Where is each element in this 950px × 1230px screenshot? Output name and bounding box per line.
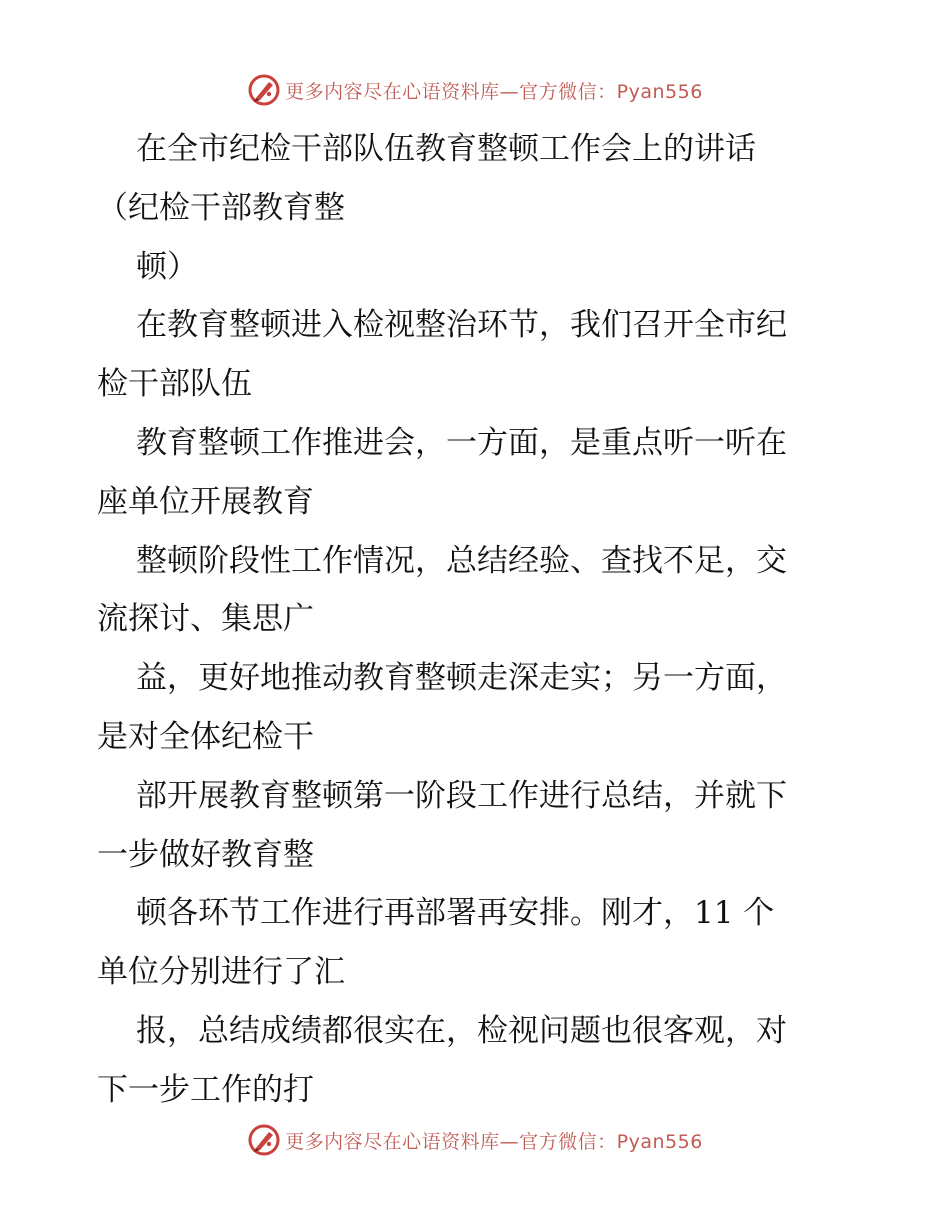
header-banner	[0, 70, 950, 110]
document-line: 益，更好地推动教育整顿走深走实；另一方面，	[136, 660, 787, 697]
document-body	[97, 120, 867, 1120]
document-line: 是对全体纪检干	[97, 718, 314, 755]
document-line: 在教育整顿进入检视整治环节，我们召开全市纪	[136, 307, 787, 344]
document-line: 单位分别进行了汇	[97, 954, 345, 991]
document-line: 部开展教育整顿第一阶段工作进行总结，并就下	[136, 777, 787, 814]
document-line: 一步做好教育整	[97, 836, 314, 873]
document-line: 流探讨、集思广	[97, 601, 314, 638]
document-line: 座单位开展教育	[97, 483, 314, 520]
pen-logo-icon	[247, 1123, 281, 1157]
document-line: 检干部队伍	[97, 366, 252, 403]
document-line: 报，总结成绩都很实在，检视问题也很客观，对	[136, 1012, 787, 1049]
document-line: 顿）	[136, 248, 198, 285]
footer-banner	[0, 1120, 950, 1160]
document-line: 整顿阶段性工作情况，总结经验、查找不足，交	[136, 542, 787, 579]
document-line: 顿各环节工作进行再部署再安排。刚才，11 个	[136, 895, 775, 932]
document-line: （纪检干部教育整	[97, 189, 345, 226]
pen-logo-icon	[247, 73, 281, 107]
document-line: 教育整顿工作推进会，一方面，是重点听一听在	[136, 424, 787, 461]
banner-text: 更多内容尽在心语资料库—官方微信：Pyan556	[285, 1130, 703, 1153]
document-line: 下一步工作的打	[97, 1071, 314, 1108]
banner-text: 更多内容尽在心语资料库—官方微信：Pyan556	[285, 80, 703, 103]
document-line: 在全市纪检干部队伍教育整顿工作会上的讲话	[136, 131, 756, 167]
